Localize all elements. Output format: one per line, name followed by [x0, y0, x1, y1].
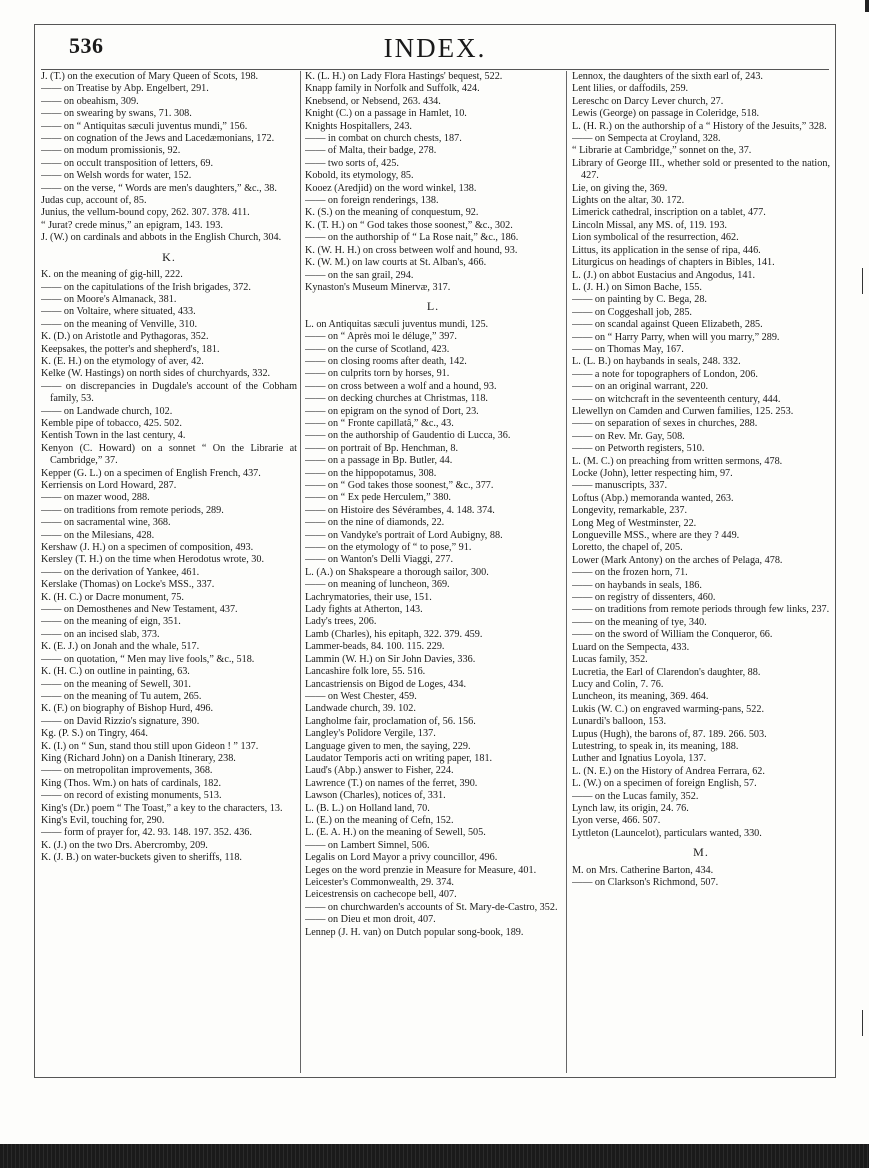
index-entry: Loftus (Abp.) memoranda wanted, 263. — [572, 492, 734, 504]
index-entry: L. (W.) on a specimen of foreign English, 57. — [572, 778, 757, 790]
index-entry: Judas cup, account of, 85. — [41, 195, 147, 207]
index-column-3 — [572, 71, 830, 1073]
index-entry: Legalis on Lord Mayor a privy councillor, 496. — [305, 852, 498, 864]
index-entry: —— on Sempecta at Croyland, 328. — [572, 133, 721, 145]
index-entry: —— on an original warrant, 220. — [572, 381, 709, 393]
index-entry: L. (E.) on the meaning of Cefn, 152. — [305, 814, 454, 826]
index-entry: —— on Welsh words for water, 152. — [41, 170, 192, 182]
index-entry: Lachrymatories, their use, 151. — [305, 591, 432, 603]
index-entry: —— on modum promissionis, 92. — [41, 145, 181, 157]
index-entry: Knapp family in Norfolk and Suffolk, 424. — [305, 83, 480, 95]
index-entry: —— on Vandyke's portrait of Lord Aubigny, 88. — [305, 529, 503, 541]
index-entry: —— manuscripts, 337. — [572, 480, 668, 492]
index-entry: —— on the capitulations of the Irish brigades, 372. — [41, 281, 251, 293]
index-entry: —— on the Milesians, 428. — [41, 529, 155, 541]
index-entry: —— on the etymology of “ to pose,” 91. — [305, 542, 472, 554]
index-entry: —— on metropolitan improvements, 368. — [41, 765, 213, 777]
index-entry: —— on the sword of William the Conqueror, 66. — [572, 629, 773, 641]
index-entry: —— on the san grail, 294. — [305, 269, 414, 281]
index-entry: L. (H. R.) on the authorship of a “ History of the Jesuits,” 328. — [572, 120, 827, 132]
index-entry: —— on epigram on the synod of Dort, 23. — [305, 405, 479, 417]
index-entry: Kg. (P. S.) on Tingry, 464. — [41, 728, 148, 740]
index-entry: Leicester's Commonwealth, 29. 374. — [305, 877, 454, 888]
index-entry: —— on the authorship of Gaudentio di Lucca, 36. — [305, 430, 511, 442]
index-entry: Lammer-beads, 84. 100. 115. 229. — [305, 641, 445, 653]
index-entry: Lupus (Hugh), the barons of, 87. 189. 266. 503. — [572, 728, 767, 740]
column-divider — [566, 71, 567, 1073]
index-entry: Language given to men, the saying, 229. — [305, 740, 471, 752]
index-entry: —— on the derivation of Yankee, 461. — [41, 566, 200, 578]
index-entry: K. (F.) on biography of Bishop Hurd, 496. — [41, 703, 214, 715]
index-entry: —— on the meaning of Tu autem, 265. — [41, 690, 202, 702]
index-entry: Lie, on giving the, 369. — [572, 182, 668, 194]
index-entry: L. (M. C.) on preaching from written sermons, 478. — [572, 455, 783, 467]
section-heading: M. — [693, 845, 709, 860]
index-entry: —— on “ Harry Parry, when will you marry,” 289. — [572, 331, 780, 343]
index-entry: K. (L. H.) on Lady Flora Hastings' bequest, 522. — [305, 71, 503, 82]
index-entry: —— on Coggeshall job, 285. — [572, 306, 692, 318]
index-entry: Langholme fair, proclamation of, 56. 156. — [305, 715, 476, 727]
index-entry: Littus, its application in the sense of ripa, 446. — [572, 244, 761, 256]
index-entry: —— on meaning of luncheon, 369. — [305, 579, 450, 591]
index-entry: —— on the Lucas family, 352. — [572, 790, 699, 802]
index-entry: —— on “ Fronte capillatâ,” &c., 43. — [305, 417, 454, 429]
index-column-2 — [305, 71, 561, 1073]
page-number: 536 — [69, 33, 104, 58]
index-entry: Lancastriensis on Bigod de Loges, 434. — [305, 678, 466, 690]
index-entry: —— on an incised slab, 373. — [41, 628, 160, 640]
index-entry: L. (B. L.) on Holland land, 70. — [305, 802, 430, 814]
index-entry: —— on mazer wood, 288. — [41, 492, 150, 504]
index-entry: —— on record of existing monuments, 513. — [41, 790, 222, 802]
index-entry: —— on registry of dissenters, 460. — [572, 592, 716, 604]
index-entry: King (Thos. Wm.) on hats of cardinals, 182. — [41, 777, 222, 789]
index-entry: Lennep (J. H. van) on Dutch popular song-book, 189. — [305, 926, 524, 938]
index-entry: —— on Thomas May, 167. — [572, 343, 684, 355]
index-entry: —— on cross between a wolf and a hound, 93. — [305, 380, 497, 392]
index-entry: —— on culprits torn by horses, 91. — [305, 368, 450, 380]
index-entry: Kerslake (Thomas) on Locke's MSS., 337. — [41, 579, 215, 591]
index-entry: Lancashire folk lore, 55. 516. — [305, 666, 426, 678]
index-entry: Longueville MSS., where are they ? 449. — [572, 530, 740, 542]
index-entry: —— on Rev. Mr. Gay, 508. — [572, 430, 685, 442]
index-entry: Kepper (G. L.) on a specimen of English French, 437. — [41, 467, 261, 479]
index-entry: Library of George III., whether sold or presented to the nation, 427. — [572, 157, 830, 182]
index-entry: L. (N. E.) on the History of Andrea Ferrara, 62. — [572, 765, 765, 777]
index-entry: Leicestrensis on cachecope bell, 407. — [305, 889, 457, 901]
index-entry: Liturgicus on headings of chapters in Bibles, 141. — [572, 257, 775, 269]
index-entry: Lyon verse, 466. 507. — [572, 815, 661, 827]
index-entry: —— a note for topographers of London, 206. — [572, 368, 758, 380]
index-entry: —— on the nine of diamonds, 22. — [305, 517, 445, 529]
scan-edge-mark — [865, 0, 869, 12]
index-entry: Kershaw (J. H.) on a specimen of composition, 493. — [41, 542, 254, 554]
index-entry: Lincoln Missal, any MS. of, 119. 193. — [572, 219, 727, 231]
index-entry: J. (T.) on the execution of Mary Queen of Scots, 198. — [41, 71, 259, 82]
index-entry: Landwade church, 39. 102. — [305, 703, 416, 715]
index-entry: Lyttleton (Launcelot), particulars wanted, 330. — [572, 827, 762, 839]
index-entry: —— on separation of sexes in churches, 288. — [572, 418, 758, 430]
index-entry: Luncheon, its meaning, 369. 464. — [572, 691, 709, 703]
index-entry: Longevity, remarkable, 237. — [572, 505, 688, 517]
index-entry: —— on West Chester, 459. — [305, 690, 417, 702]
index-entry: Kooez (Aredjid) on the word winkel, 138. — [305, 182, 477, 194]
index-entry: Lamb (Charles), his epitaph, 322. 379. 459. — [305, 628, 483, 640]
index-entry: —— on the authorship of “ La Rose nait,” &c., 186. — [305, 232, 519, 244]
index-entry: Long Meg of Westminster, 22. — [572, 517, 697, 529]
index-entry: Lion symbolical of the resurrection, 462. — [572, 232, 739, 244]
index-entry: K. (S.) on the meaning of conquestum, 92. — [305, 207, 479, 219]
index-entry: L. (A.) on Shakspeare a thorough sailor, 300. — [305, 566, 489, 578]
index-entry: L. (E. A. H.) on the meaning of Sewell, 505. — [305, 827, 486, 839]
index-entry: —— on Landwade church, 102. — [41, 405, 173, 417]
index-entry: —— on Petworth registers, 510. — [572, 443, 705, 455]
index-entry: K. (H. C.) or Dacre monument, 75. — [41, 591, 184, 603]
index-entry: —— on Wanton's Delli Viaggi, 277. — [305, 554, 454, 566]
section-heading: K. — [162, 249, 176, 264]
margin-mark — [862, 268, 864, 294]
index-entry: “ Jurat? crede minus,” an epigram, 143. 193. — [41, 219, 223, 231]
index-entry: —— of Malta, their badge, 278. — [305, 145, 437, 157]
index-entry: Knight (C.) on a passage in Hamlet, 10. — [305, 108, 467, 120]
index-entry: L. on Antiquitas sæculi juventus mundi, 125. — [305, 318, 489, 330]
index-entry: —— on “ Après moi le déluge,” 397. — [305, 331, 457, 343]
index-entry: Laudator Temporis acti on writing paper, 181. — [305, 752, 493, 764]
index-entry: —— on closing rooms after death, 142. — [305, 355, 467, 367]
index-entry: “ Librarie at Cambridge,” sonnet on the, 37. — [572, 145, 752, 157]
scan-bottom-band — [0, 1144, 869, 1168]
index-entry: Kelke (W. Hastings) on north sides of churchyards, 332. — [41, 368, 271, 380]
index-entry: —— on witchcraft in the seventeenth century, 444. — [572, 393, 781, 405]
index-entry: Laud's (Abp.) answer to Fisher, 224. — [305, 765, 454, 777]
index-entry: Leges on the word prenzie in Measure for Measure, 401. — [305, 864, 537, 876]
index-entry: Lucy and Colin, 7. 76. — [572, 678, 664, 690]
index-entry: —— on foreign renderings, 138. — [305, 195, 439, 207]
index-entry: —— on the hippopotamus, 308. — [305, 467, 437, 479]
index-entry: L. (J. H.) on Simon Bache, 155. — [572, 281, 702, 293]
page-title: INDEX. — [383, 33, 487, 63]
index-entry: —— on painting by C. Bega, 28. — [572, 294, 707, 306]
index-entry: Limerick cathedral, inscription on a tablet, 477. — [572, 207, 766, 219]
index-entry: J. (W.) on cardinals and abbots in the English Church, 304. — [41, 232, 282, 244]
index-entry: K. on the meaning of gig-hill, 222. — [41, 269, 183, 281]
index-entry: —— in combat on church chests, 187. — [305, 133, 462, 145]
index-entry: K. (J.) on the two Drs. Abercromby, 209. — [41, 839, 208, 851]
index-entry: —— form of prayer for, 42. 93. 148. 197. 352. 436. — [41, 827, 252, 839]
index-entry: K. (H. C.) on outline in painting, 63. — [41, 666, 190, 678]
margin-mark — [862, 1010, 864, 1036]
index-entry: —— on the curse of Scotland, 423. — [305, 343, 450, 355]
index-entry: —— on Moore's Almanack, 381. — [41, 293, 177, 305]
index-entry: —— on traditions from remote periods, 289. — [41, 504, 224, 516]
index-entry: —— on sacramental wine, 368. — [41, 517, 171, 529]
title-rule — [41, 69, 829, 70]
index-entry: —— on scandal against Queen Elizabeth, 285. — [572, 319, 763, 331]
index-entry: —— on Lambert Simnel, 506. — [305, 839, 430, 851]
index-entry: —— on haybands in seals, 186. — [572, 579, 702, 591]
index-entry: —— on swearing by swans, 71. 308. — [41, 108, 192, 120]
index-entry: —— on quotation, “ Men may live fools,” &c., 518. — [41, 653, 255, 665]
index-entry: K. (W. M.) on law courts at St. Alban's, 466. — [305, 257, 487, 269]
index-entry: —— on Dieu et mon droit, 407. — [305, 914, 436, 926]
index-entry: Kenyon (C. Howard) on a sonnet “ On the Librarie at Cambridge,” 37. — [41, 442, 297, 467]
index-entry: Keepsakes, the potter's and shepherd's, 181. — [41, 343, 220, 355]
index-entry: —— on the meaning of eign, 351. — [41, 616, 181, 628]
index-entry: Loretto, the chapel of, 205. — [572, 542, 683, 554]
index-entry: King (Richard John) on a Danish Itinerary, 238. — [41, 752, 236, 764]
index-entry: M. on Mrs. Catherine Barton, 434. — [572, 864, 714, 876]
index-entry: Knights Hospitallers, 243. — [305, 120, 412, 132]
index-entry: —— on the frozen horn, 71. — [572, 567, 688, 579]
index-entry: K. (E. H.) on the etymology of aver, 42. — [41, 355, 204, 367]
index-entry: Lights on the altar, 30. 172. — [572, 195, 685, 207]
index-entry: K. (E. J.) on Jonah and the whale, 517. — [41, 641, 200, 653]
index-entry: Lady fights at Atherton, 143. — [305, 604, 423, 616]
index-entry: —— on portrait of Bp. Henchman, 8. — [305, 442, 459, 454]
index-entry: Lynch law, its origin, 24. 76. — [572, 802, 689, 814]
index-entry: Junius, the vellum-bound copy, 262. 307. 378. 411. — [41, 207, 250, 219]
index-entry: Lutestring, to speak in, its meaning, 188. — [572, 740, 739, 752]
index-entry: Lammin (W. H.) on Sir John Davies, 336. — [305, 653, 476, 665]
index-entry: Kentish Town in the last century, 4. — [41, 430, 186, 442]
index-entry: K. (D.) on Aristotle and Pythagoras, 352. — [41, 331, 209, 343]
index-entry: —— on churchwarden's accounts of St. Mary-de-Castro, 352. — [305, 901, 558, 913]
index-entry: —— on “ Antiquitas sæculi juventus mundi,” 156. — [41, 120, 248, 132]
section-heading: L. — [426, 299, 440, 314]
index-entry: L. (J.) on abbot Eustacius and Angodus, 141. — [572, 269, 756, 281]
index-entry: Locke (John), letter respecting him, 97. — [572, 468, 733, 479]
index-entry: Kobold, its etymology, 85. — [305, 170, 414, 182]
index-entry: —— on the meaning of Venville, 310. — [41, 318, 197, 330]
index-entry: Langley's Polidore Vergile, 137. — [305, 728, 436, 740]
index-entry: —— on Voltaire, where situated, 433. — [41, 306, 196, 318]
index-entry: K. (I.) on “ Sun, stand thou still upon Gideon ! ” 137. — [41, 740, 259, 752]
index-entry: Kerriensis on Lord Howard, 287. — [41, 480, 177, 491]
index-entry: Lady's trees, 206. — [305, 616, 377, 628]
index-entry: Lawson (Charles), notices of, 331. — [305, 790, 446, 802]
index-page — [34, 24, 836, 1078]
index-entry: Lunardi's balloon, 153. — [572, 716, 667, 728]
index-entry: King's Evil, touching for, 290. — [41, 814, 165, 826]
index-entry: —— on Demosthenes and New Testament, 437. — [41, 604, 238, 616]
index-column-1 — [41, 71, 297, 1073]
index-entry: —— on “ God takes those soonest,” &c., 377. — [305, 480, 494, 491]
index-entry: —— on obeahism, 309. — [41, 95, 139, 107]
index-entry: Knebsend, or Nebsend, 263. 434. — [305, 95, 441, 107]
index-entry: Lennox, the daughters of the sixth earl of, 243. — [572, 71, 763, 82]
index-entry: Kynaston's Museum Minervæ, 317. — [305, 281, 451, 293]
index-entry: K. (J. B.) on water-buckets given to sheriffs, 118. — [41, 852, 242, 864]
index-entry: Lucas family, 352. — [572, 654, 648, 666]
index-entry: Lawrence (T.) on names of the ferret, 390. — [305, 777, 478, 789]
index-entry: Lereschc on Darcy Lever church, 27. — [572, 95, 724, 107]
index-entry: —— on David Rizzio's signature, 390. — [41, 715, 200, 727]
index-entry: Luard on the Sempecta, 433. — [572, 641, 690, 653]
index-entry: K. (W. H. H.) on cross between wolf and hound, 93. — [305, 244, 518, 256]
column-divider — [300, 71, 301, 1073]
index-entry: Kemble pipe of tobacco, 425. 502. — [41, 417, 182, 429]
index-entry: Kersley (T. H.) on the time when Herodotus wrote, 30. — [41, 554, 265, 566]
index-entry: —— on the meaning of tye, 340. — [572, 616, 707, 628]
index-entry: Lower (Mark Antony) on the arches of Pelaga, 478. — [572, 554, 783, 566]
index-entry: Luther and Ignatius Loyola, 137. — [572, 753, 707, 765]
index-entry: K. (T. H.) on “ God takes those soonest,” &c., 302. — [305, 219, 513, 231]
index-entry: —— on Histoire des Sévérambes, 4. 148. 374. — [305, 504, 495, 516]
index-entry: —— on Clarkson's Richmond, 507. — [572, 877, 719, 888]
index-entry: Lucretia, the Earl of Clarendon's daughter, 88. — [572, 666, 761, 678]
index-entry: Llewellyn on Camden and Curwen families, 125. 253. — [572, 405, 794, 417]
index-entry: —— on occult transposition of letters, 69. — [41, 157, 214, 169]
index-entry: —— two sorts of, 425. — [305, 157, 399, 169]
index-entry: —— on discrepancies in Dugdale's account of the Cobham family, 53. — [41, 380, 297, 405]
index-entry: Lukis (W. C.) on engraved warming-pans, 522. — [572, 703, 765, 715]
index-entry: —— on the verse, “ Words are men's daughters,” &c., 38. — [41, 182, 277, 194]
index-entry: Lewis (George) on passage in Coleridge, 518. — [572, 108, 760, 120]
index-entry: Lent lilies, or daffodils, 259. — [572, 83, 689, 95]
index-entry: —— on traditions from remote periods through few links, 237. — [572, 604, 830, 616]
index-entry: —— on decking churches at Christmas, 118. — [305, 393, 488, 405]
index-entry: —— on Treatise by Abp. Engelbert, 291. — [41, 83, 209, 95]
index-entry: —— on a passage in Bp. Butler, 44. — [305, 455, 453, 467]
index-entry: —— on cognation of the Jews and Lacedæmonians, 172. — [41, 133, 275, 145]
index-entry: —— on “ Ex pede Herculem,” 380. — [305, 492, 451, 504]
index-entry: King's (Dr.) poem “ The Toast,” a key to the characters, 13. — [41, 802, 283, 814]
index-entry: —— on the meaning of Sewell, 301. — [41, 678, 191, 690]
index-entry: L. (L. B.) on haybands in seals, 248. 332. — [572, 356, 741, 368]
